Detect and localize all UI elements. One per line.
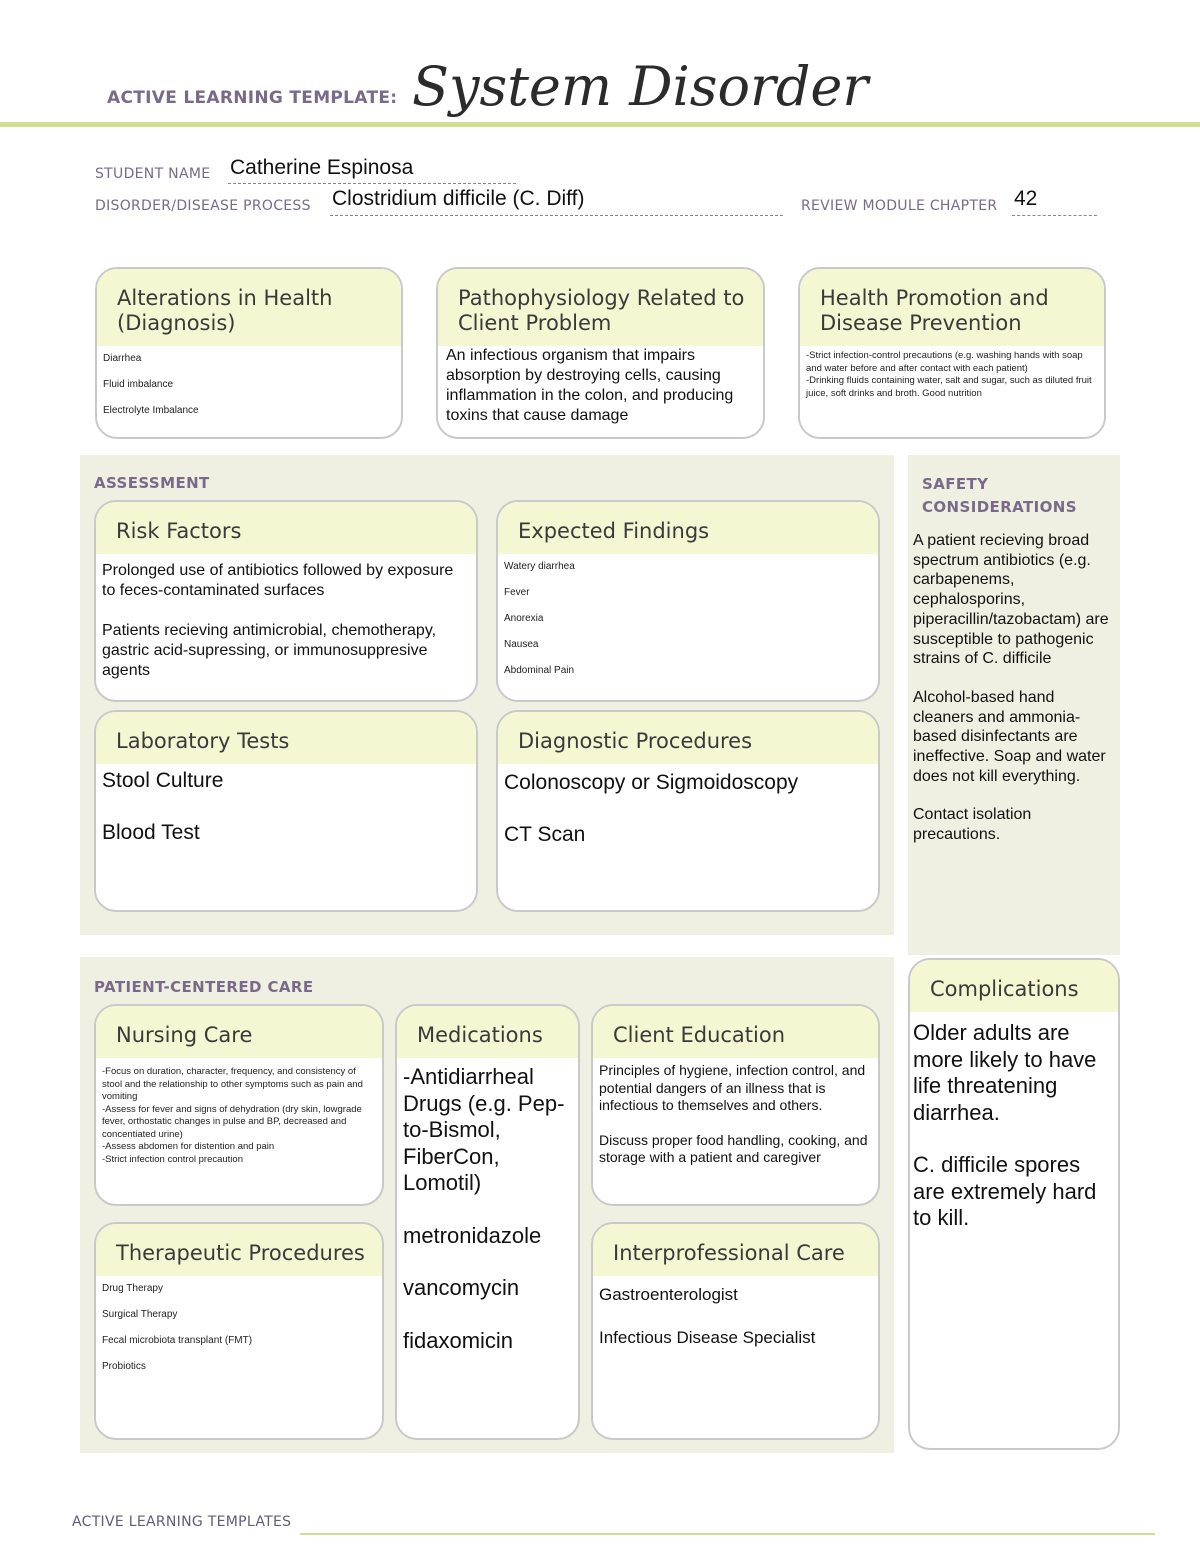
patient-care-label: PATIENT-CENTERED CARE	[94, 978, 314, 996]
disorder-label: DISORDER/DISEASE PROCESS	[95, 198, 311, 214]
finding-item: Abdominal Pain	[504, 665, 575, 676]
student-name-value[interactable]: Catherine Espinosa	[230, 156, 414, 179]
alterations-heading: Alterations in Health (Diagnosis)	[97, 269, 401, 346]
header-divider	[0, 122, 1200, 127]
interprofessional-item: Infectious Disease Specialist	[599, 1328, 816, 1347]
medication-item: -Antidiarrheal Drugs (e.g. Pep-to-Bismol, FiberCon, Lomotil)	[403, 1064, 565, 1195]
chapter-value[interactable]: 42	[1014, 187, 1038, 210]
nursing-care-card	[94, 1004, 384, 1206]
safety-text-block	[913, 531, 1115, 845]
risk-factors-heading: Risk Factors	[96, 502, 476, 554]
finding-item: Anorexia	[504, 613, 544, 624]
disorder-underline	[330, 215, 783, 216]
complications-heading: Complications	[910, 960, 1118, 1012]
risk-factors-text: Patients recieving antimicrobial, chemotherapy, gastric acid-supressing, or immunosuppresive agents	[102, 622, 437, 679]
student-name-label: STUDENT NAME	[95, 166, 211, 182]
template-label: ACTIVE LEARNING TEMPLATE:	[107, 88, 398, 108]
expected-findings-heading: Expected Findings	[498, 502, 878, 554]
therapeutic-procedures-heading: Therapeutic Procedures	[96, 1224, 382, 1276]
client-education-text: Discuss proper food handling, cooking, and storage with a patient and caregiver	[599, 1131, 868, 1165]
alterations-card	[95, 267, 403, 439]
alterations-item: Diarrhea	[103, 353, 142, 364]
safety-text: A patient recieving broad spectrum antibiotics (e.g. carbapenems, cephalosporins, piperacillin/tazobactam) are susceptible to pathogenic strains of C. difficile	[913, 532, 1109, 668]
nursing-care-heading: Nursing Care	[96, 1006, 382, 1058]
client-education-heading: Client Education	[593, 1006, 878, 1058]
therapeutic-item: Surgical Therapy	[102, 1309, 178, 1320]
finding-item: Fever	[504, 587, 530, 598]
lab-test-item: Stool Culture	[102, 769, 224, 792]
complications-text: C. difficile spores are extremely hard to kill.	[913, 1152, 1097, 1230]
medication-item: metronidazole	[403, 1222, 542, 1248]
therapeutic-item: Probiotics	[102, 1361, 146, 1372]
risk-factors-text: Prolonged use of antibiotics followed by exposure to feces-contaminated surfaces	[102, 562, 454, 599]
diagnostic-item: CT Scan	[504, 823, 586, 846]
health-promotion-line: -Drinking fluids containing water, salt and sugar, such as diluted fruit juice, soft drinks and broth. Good nutrition	[806, 375, 1092, 399]
interprofessional-care-heading: Interprofessional Care	[593, 1224, 878, 1276]
complications-card	[908, 958, 1120, 1450]
safety-text: Contact isolation precautions.	[913, 806, 1032, 844]
complications-text: Older adults are more likely to have life threatening diarrhea.	[913, 1020, 1097, 1125]
pathophysiology-card	[436, 267, 765, 439]
alterations-item: Fluid imbalance	[103, 379, 174, 390]
therapeutic-item: Drug Therapy	[102, 1283, 163, 1294]
assessment-label: ASSESSMENT	[94, 474, 210, 492]
diagnostic-item: Colonoscopy or Sigmoidoscopy	[504, 771, 799, 794]
health-promotion-heading: Health Promotion and Disease Prevention	[800, 269, 1104, 346]
client-education-card	[591, 1004, 880, 1206]
finding-item: Nausea	[504, 639, 539, 650]
student-name-underline	[228, 183, 516, 184]
nursing-care-line: -Assess abdomen for distention and pain	[102, 1141, 275, 1152]
safety-text: Alcohol-based hand cleaners and ammonia-based disinfectants are ineffective. Soap and water does not kill everything.	[913, 688, 1106, 785]
page-title: System Disorder	[412, 55, 869, 118]
disorder-value[interactable]: Clostridium difficile (C. Diff)	[332, 187, 585, 210]
diagnostic-procedures-heading: Diagnostic Procedures	[498, 712, 878, 764]
medications-card	[395, 1004, 580, 1440]
nursing-care-line: -Focus on duration, character, frequency, and consistency of stool and the relationship to other symptoms such as pain and vomiting	[102, 1066, 363, 1102]
safety-label: SAFETY CONSIDERATIONS	[922, 475, 1077, 516]
therapeutic-item: Fecal microbiota transplant (FMT)	[102, 1335, 253, 1346]
lab-test-item: Blood Test	[102, 821, 200, 844]
finding-item: Watery diarrhea	[504, 561, 575, 572]
interprofessional-item: Gastroenterologist	[599, 1285, 738, 1304]
health-promotion-line: -Strict infection-control precautions (e.g. washing hands with soap and water before and after contact with each patient)	[806, 350, 1083, 374]
chapter-underline	[1012, 215, 1097, 216]
footer-label: ACTIVE LEARNING TEMPLATES	[72, 1514, 292, 1530]
expected-findings-card	[496, 500, 880, 702]
medication-item: vancomycin	[403, 1275, 520, 1300]
pathophysiology-heading: Pathophysiology Related to Client Problem	[438, 269, 763, 346]
footer-divider	[300, 1533, 1155, 1535]
laboratory-tests-heading: Laboratory Tests	[96, 712, 476, 764]
interprofessional-care-card	[591, 1222, 880, 1440]
diagnostic-procedures-card	[496, 710, 880, 912]
risk-factors-card	[94, 500, 478, 702]
nursing-care-line: -Assess for fever and signs of dehydration (dry skin, lowgrade fever, orthostatic changes in pulse and BP, decreased and concentiated urine)	[102, 1103, 362, 1140]
client-education-text: Principles of hygiene, infection control, and potential dangers of an illness that is infectious to themselves and others.	[599, 1062, 866, 1113]
chapter-label: REVIEW MODULE CHAPTER	[801, 198, 998, 214]
alterations-item: Electrolyte Imbalance	[103, 405, 199, 416]
medication-item: fidaxomicin	[403, 1327, 514, 1353]
pathophysiology-text: An infectious organism that impairs absorption by destroying cells, causing inflammation in the colon, and producing toxins that cause damage	[446, 347, 734, 424]
laboratory-tests-card	[94, 710, 478, 912]
health-promotion-card	[798, 267, 1106, 439]
nursing-care-line: -Strict infection control precaution	[102, 1153, 243, 1165]
medications-heading: Medications	[397, 1006, 578, 1058]
therapeutic-procedures-card	[94, 1222, 384, 1440]
